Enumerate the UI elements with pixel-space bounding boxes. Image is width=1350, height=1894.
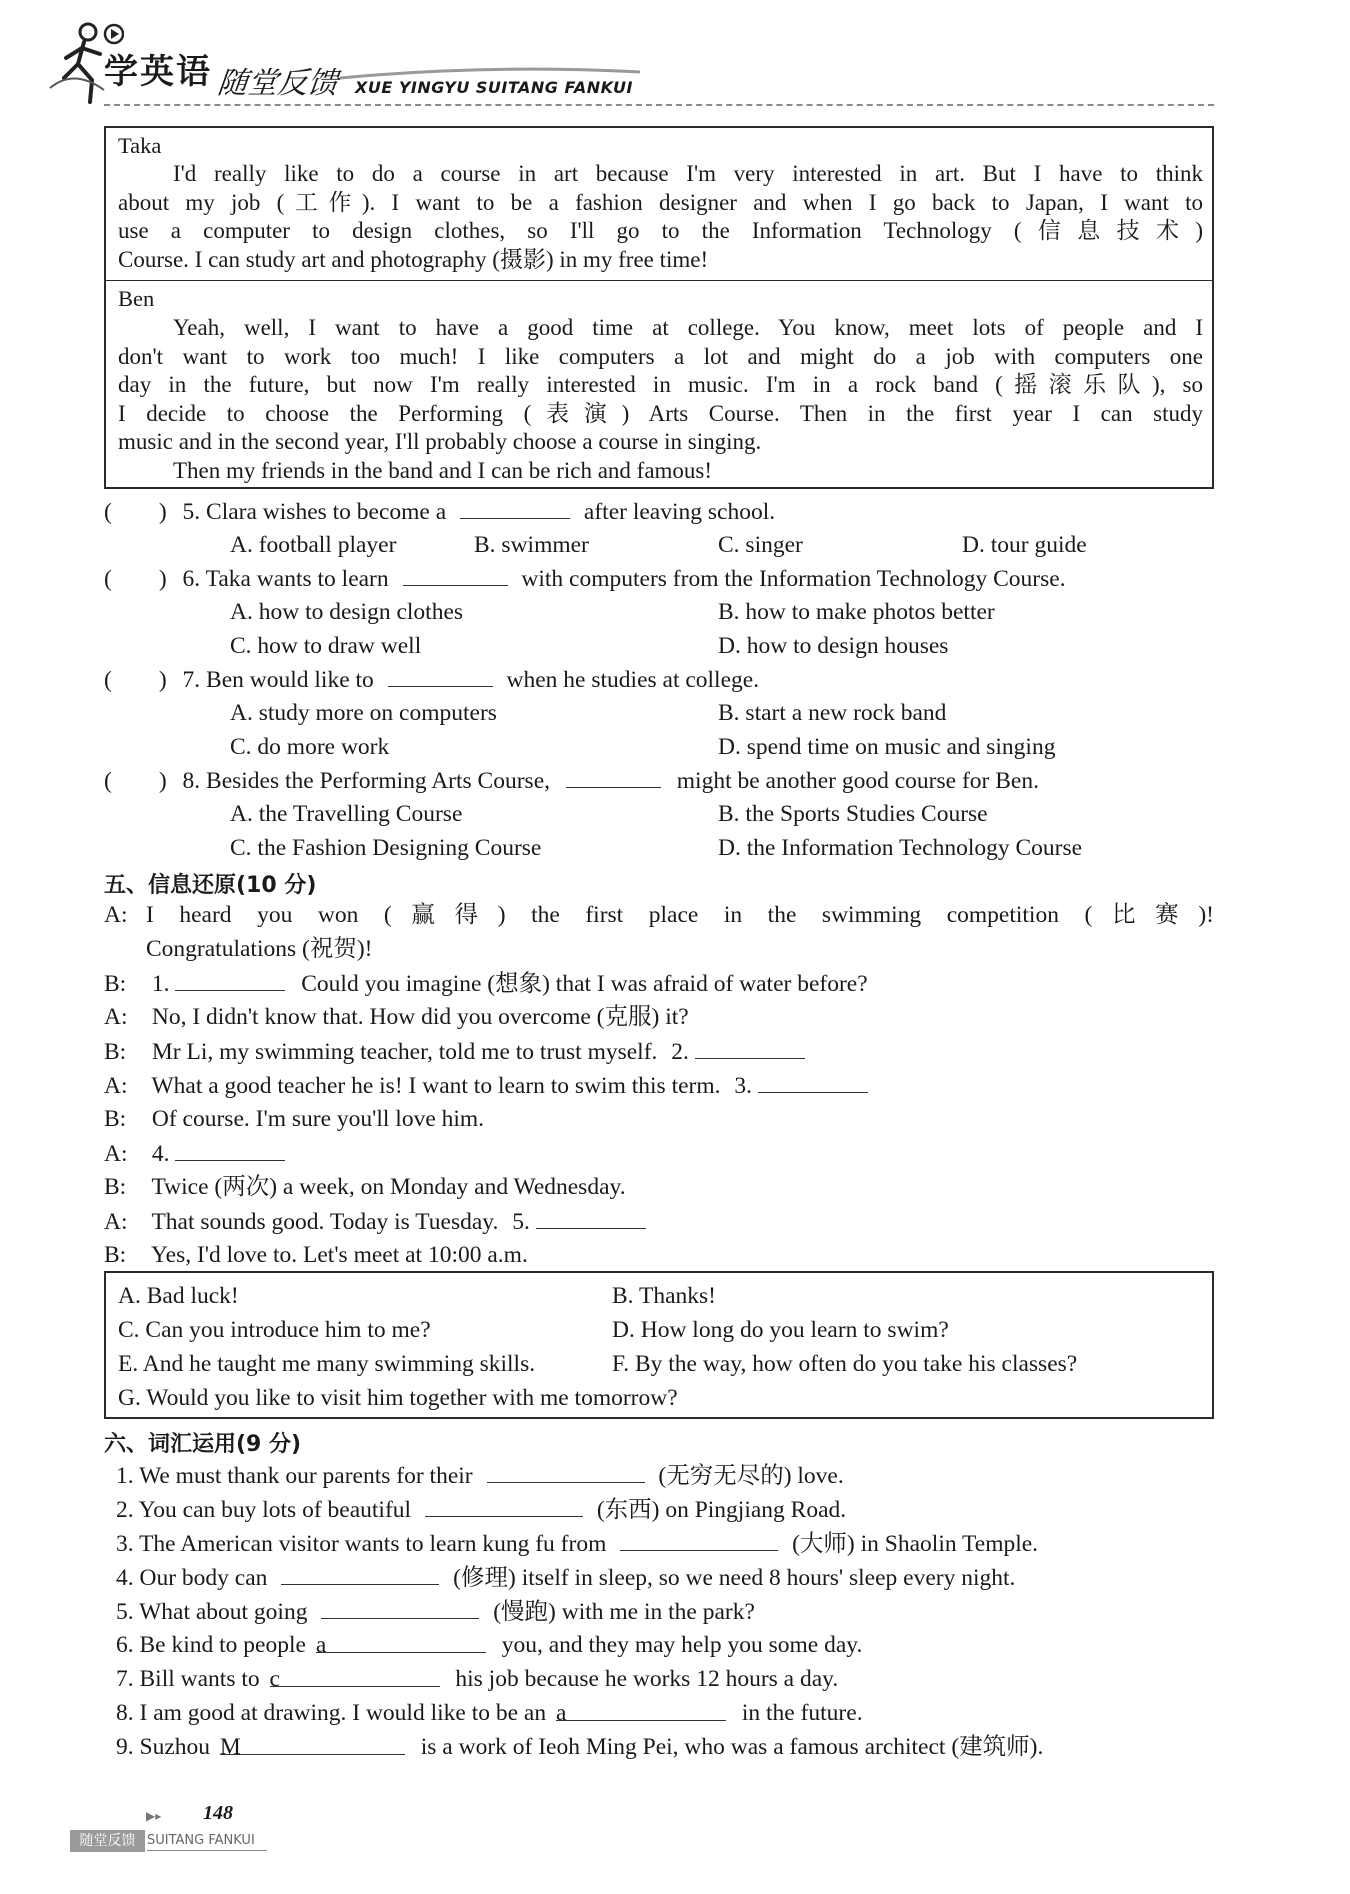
question-stem: Clara wishes to become a [206,499,447,525]
question-7 [104,664,759,695]
item-number: 7. [116,1666,134,1692]
option-a[interactable]: A. football player [230,532,397,558]
section-5-title: 五、信息还原(10 分) [104,873,317,898]
item-hint: is a work of Ieoh Ming Pei, who was a famous architect (建筑师). [420,1734,1044,1760]
dialogue-line [104,1070,868,1101]
footer-tab: 随堂反馈 [70,1830,145,1852]
option-a[interactable]: A. how to design clothes [230,599,464,625]
dialogue-text: Of course. I'm sure you'll love him. [151,1106,485,1132]
speaker-label: A: [104,1004,128,1030]
dialogue-text: I heard you won (赢得) the first place in the swimming competition (比赛)! [146,902,1214,928]
answer-paren[interactable]: ( ) [104,566,167,592]
blank-number: 5. [512,1209,530,1235]
item-stem: You can buy lots of beautiful [138,1497,412,1523]
dialogue-line [104,968,868,999]
answer-paren[interactable]: ( ) [104,499,167,525]
option-d[interactable]: D. the Information Technology Course [718,835,1083,861]
option-g[interactable]: G. Would you like to visit him together with me tomorrow? [118,1385,678,1411]
vocab-item-8 [116,1698,863,1728]
question-number: 5. [182,499,201,525]
vocab-item-2 [116,1494,846,1525]
dialogue-line [104,1240,528,1270]
question-number: 6. [182,566,201,592]
speaker-label: B: [104,1039,127,1065]
answer-blank[interactable] [269,1664,440,1692]
option-d[interactable]: D. tour guide [962,532,1087,558]
initial-letter: a [555,1700,567,1726]
answer-blank[interactable] [425,1494,583,1517]
answer-blank[interactable] [555,1698,726,1726]
option-b[interactable]: B. the Sports Studies Course [718,801,988,827]
speaker-label: B: [104,1106,127,1132]
ben-line: don't want to work too much! I like computers a lot and might do a job with computers one [118,343,1203,369]
vocab-item-3 [116,1528,1038,1559]
option-a[interactable]: A. the Travelling Course [230,801,463,827]
answer-blank[interactable] [315,1630,486,1658]
vocab-item-4 [116,1562,1015,1593]
answer-blank[interactable] [175,1138,285,1161]
option-c[interactable]: C. how to draw well [230,633,422,659]
blank-number: 1. [151,971,170,997]
option-a[interactable]: A. Bad luck! [118,1283,239,1309]
speaker-label: B: [104,1174,127,1200]
speaker-label: B: [104,971,127,997]
option-e[interactable]: E. And he taught me many swimming skills. [118,1351,536,1377]
vocab-item-5 [116,1596,755,1627]
taka-paragraph [118,160,1203,274]
answer-blank[interactable] [695,1036,805,1059]
dialogue-line [104,900,1214,930]
answer-blank[interactable] [403,563,508,586]
option-d[interactable]: D. How long do you learn to swim? [612,1317,949,1343]
blank-number: 2. [671,1039,689,1065]
answer-paren[interactable]: ( ) [104,768,167,794]
dialogue-line: Congratulations (祝贺)! [146,936,373,962]
page-number: 148 [203,1802,233,1824]
item-stem: The American visitor wants to learn kung fu from [139,1531,607,1557]
question-stem: Ben would like to [206,667,374,693]
dialogue-line [104,1104,484,1134]
passage-divider [104,280,1214,281]
option-a[interactable]: A. study more on computers [230,700,497,726]
taka-name: Taka [118,133,162,158]
ben-name: Ben [118,286,155,311]
taka-line: I'd really like to do a course in art because I'm very interested in art. But I have to think [173,161,1203,186]
vocab-item-1 [116,1460,844,1491]
question-number: 7. [182,667,201,693]
ben-line: day in the future, but now I'm really interested in music. I'm in a rock band (摇滚乐队), so [118,372,1203,398]
question-stem: with computers from the Information Technology Course. [521,566,1066,592]
item-stem: Suzhou [139,1734,210,1760]
dialogue-text: Yes, I'd love to. Let's meet at 10:00 a.m. [151,1242,528,1268]
item-number: 1. [116,1463,134,1489]
answer-blank[interactable] [566,765,661,788]
section-6-title: 六、词汇运用(9 分) [104,1432,302,1457]
item-stem: Our body can [139,1565,268,1591]
item-hint: (修理) itself in sleep, so we need 8 hours' sleep every night. [453,1565,1016,1591]
item-hint: his job because he works 12 hours a day. [455,1666,839,1692]
dialogue-line [104,1138,285,1169]
item-number: 6. [116,1632,134,1658]
dialogue-line [104,1002,689,1032]
question-stem: when he studies at college. [506,667,760,693]
footer-subtitle: SUITANG FANKUI [147,1833,255,1848]
item-number: 4. [116,1565,134,1591]
initial-letter: a [315,1632,327,1658]
speaker-label: A: [104,1141,128,1167]
page-header [0,0,1350,115]
item-number: 8. [116,1700,134,1726]
item-number: 9. [116,1734,134,1760]
option-c[interactable]: C. the Fashion Designing Course [230,835,542,861]
answer-blank[interactable] [175,968,285,991]
answer-blank[interactable] [281,1562,439,1585]
option-c[interactable]: C. Can you introduce him to me? [118,1317,431,1343]
item-stem: What about going [139,1599,308,1625]
taka-line: about my job (工作). I want to be a fashion designer and when I go back to Japan, I want to [118,189,1203,215]
option-b[interactable]: B. start a new rock band [718,700,947,726]
option-b[interactable]: B. swimmer [474,532,589,558]
answer-blank[interactable] [388,664,493,687]
item-hint: (慢跑) with me in the park? [493,1599,755,1625]
dialogue-text: What a good teacher he is! I want to learn to swim this term. [151,1073,721,1099]
dialogue-text: No, I didn't know that. How did you overcome (克服) it? [151,1004,689,1030]
answer-blank[interactable] [620,1528,778,1551]
question-stem: Besides the Performing Arts Course, [206,768,551,794]
dialogue-line [104,1206,646,1237]
arrow-icon: ▶▸ [146,1809,162,1823]
dialogue-line [104,1172,626,1202]
item-stem: Bill wants to [139,1666,260,1692]
brand-title: 学英语 [104,52,212,92]
ben-line: Yeah, well, I want to have a good time at college. You know, meet lots of people and I [173,315,1203,340]
item-hint: (无穷无尽的) love. [658,1463,844,1489]
answer-blank[interactable] [219,1732,405,1760]
ben-line: music and in the second year, I'll probably choose a course in singing. [118,429,762,455]
dialogue-text: That sounds good. Today is Tuesday. [151,1209,499,1235]
question-6 [104,563,1066,594]
vocab-item-9 [116,1732,1043,1762]
answer-paren[interactable]: ( ) [104,667,167,693]
vocab-item-7 [116,1664,838,1694]
blank-number: 4. [151,1141,170,1167]
option-b[interactable]: B. how to make photos better [718,599,995,625]
item-stem: We must thank our parents for their [139,1463,473,1489]
item-number: 2. [116,1497,134,1523]
brand-pinyin: XUE YINGYU SUITANG FANKUI [355,78,633,97]
question-number: 8. [182,768,201,794]
speaker-label: A: [104,1209,128,1235]
answer-blank[interactable] [460,496,570,519]
question-stem: after leaving school. [583,499,776,525]
initial-letter: M [219,1734,241,1760]
vocab-item-6 [116,1630,862,1660]
dialogue-text: Twice (两次) a week, on Monday and Wednesday. [151,1174,626,1200]
option-c[interactable]: C. do more work [230,734,390,760]
speaker-label: A: [104,1073,128,1099]
brand-subtitle: 随堂反馈 [215,66,340,101]
question-8 [104,765,1039,796]
question-stem: Taka wants to learn [205,566,389,592]
ben-line: I decide to choose the Performing (表演) Arts Course. Then in the first year I can study [118,400,1203,426]
question-5 [104,496,775,527]
speaker-label: B: [104,1242,127,1268]
answer-blank[interactable] [487,1460,645,1483]
item-number: 5. [116,1599,134,1625]
item-hint: in the future. [741,1700,863,1726]
answer-blank[interactable] [321,1596,479,1619]
item-number: 3. [116,1531,134,1557]
dialogue-text: Mr Li, my swimming teacher, told me to trust myself. [151,1039,658,1065]
ben-line: Then my friends in the band and I can be rich and famous! [173,457,713,483]
option-b[interactable]: B. Thanks! [612,1283,717,1309]
initial-letter: c [269,1666,280,1692]
option-c[interactable]: C. singer [718,532,803,558]
item-stem: I am good at drawing. I would like to be an [139,1700,547,1726]
blank-number: 3. [734,1073,753,1099]
header-divider [104,104,1214,106]
footer-divider [147,1850,267,1851]
option-d[interactable]: D. how to design houses [718,633,949,659]
dialogue-line [104,1036,805,1067]
item-hint: (东西) on Pingjiang Road. [596,1497,847,1523]
item-hint: you, and they may help you some day. [501,1632,863,1658]
option-f[interactable]: F. By the way, how often do you take his classes? [612,1351,1078,1377]
answer-blank[interactable] [758,1070,868,1093]
taka-line: use a computer to design clothes, so I'll go to the Information Technology (信息技术) [118,218,1203,244]
item-hint: (大师) in Shaolin Temple. [792,1531,1039,1557]
speaker-label: A: [104,902,128,928]
option-d[interactable]: D. spend time on music and singing [718,734,1056,760]
dialogue-text: Could you imagine (想象) that I was afraid of water before? [301,971,868,997]
item-stem: Be kind to people [139,1632,306,1658]
taka-line: Course. I can study art and photography (摄影) in my free time! [118,246,709,272]
question-stem: might be another good course for Ben. [676,768,1039,794]
ben-paragraph [118,314,1203,486]
answer-blank[interactable] [536,1206,646,1229]
